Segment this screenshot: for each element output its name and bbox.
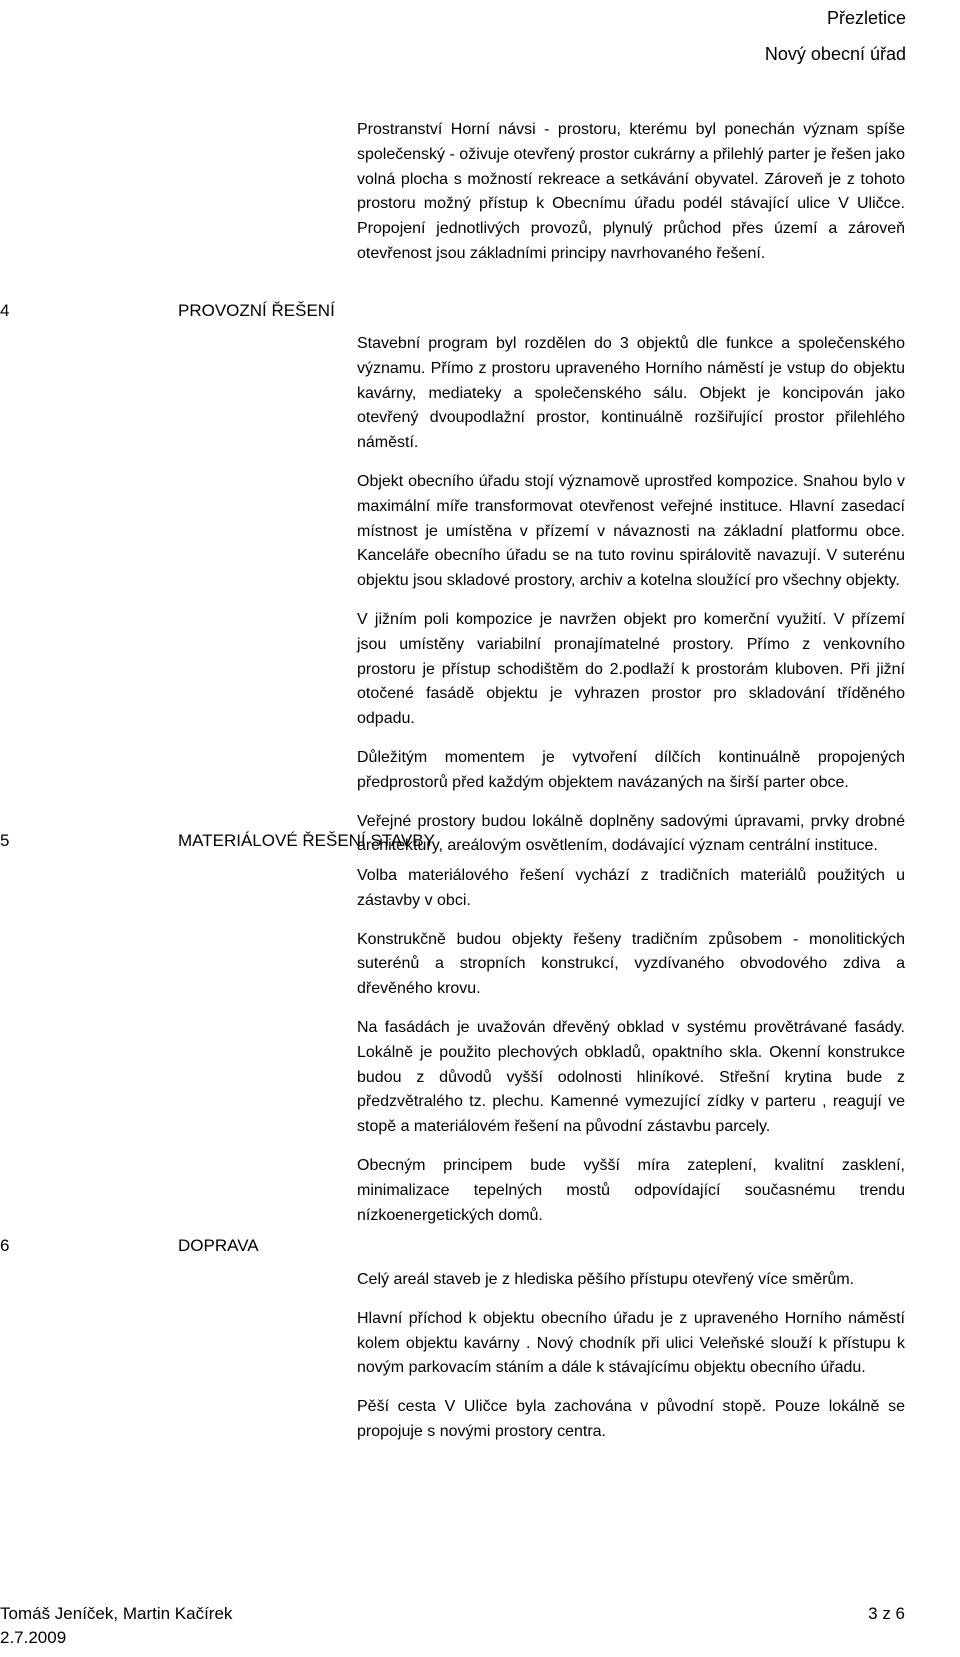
paragraph: Konstrukčně budou objekty řešeny tradičním způsobem - monolitických suterénů a stropních konstrukcí, vyzdívaného obvodového zdiva a dřevěného krovu. (357, 930, 905, 998)
paragraph: Veřejné prostory budou lokálně doplněny sadovými úpravami, prvky drobné architektury, areálovým osvětlením, dodávající význam centrální instituce. (357, 812, 905, 855)
section-title: MATERIÁLOVÉ ŘEŠENÍ STAVBY (178, 831, 435, 850)
paragraph: Důležitým momentem je vytvoření dílčích kontinuálně propojených předprostorů před každým objektem navázaných na širší parter obce. (357, 748, 905, 791)
section-body-5 (357, 864, 905, 1242)
paragraph: Na fasádách je uvažován dřevěný obklad v systému provětrávané fasády. Lokálně je použito plechových obkladů, opaktního skla. Okenní konstrukce budou z důvodů vyšší odolnosti hliníkové. Střešní krytina bude z předzvětralého tz. plechu. Kamenné vymezující zídky v parteru , reagují ve stopě a materiálovém řešení na původní zástavbu parcely. (357, 1018, 905, 1136)
section-number: 5 (0, 831, 10, 850)
section-title: PROVOZNÍ ŘEŠENÍ (178, 301, 335, 320)
paragraph: Pěší cesta V Uličce byla zachována v původní stopě. Pouze lokálně se propojuje s novými prostory centra. (357, 1398, 905, 1440)
paragraph: Obecným principem bude vyšší míra zateplení, kvalitní zasklení, minimalizace tepelných mostů odpovídající současnému trendu nízkoenergetických domů. (357, 1156, 905, 1224)
paragraph: Objekt obecního úřadu stojí významově uprostřed kompozice. Snahou bylo v maximální míře transformovat otevřenost veřejné instituce. Hlavní zasedací místnost je umístěna v přízemí v návaznosti na základní platformu obce. Kanceláře obecního úřadu se na tuto rovinu spirálovitě navazují. V suterénu objektu jsou skladové prostory, archiv a kotelna sloužící pro všechny objekty. (357, 472, 905, 590)
page-header (765, 0, 906, 72)
section-title: DOPRAVA (178, 1236, 259, 1255)
footer-date: 2.7.2009 (0, 1628, 67, 1647)
paragraph: Hlavní příchod k objektu obecního úřadu je z upraveného Horního náměstí kolem objektu kavárny . Nový chodník při ulici Veleňské slouží k přístupu k novým parkovacím stáním a dále k stávajícímu objektu obecního úřadu. (357, 1309, 905, 1377)
header-project: Nový obecní úřad (764, 44, 906, 64)
paragraph: Volba materiálového řešení vychází z tradičních materiálů použitých u zástavby v obci. (357, 867, 905, 909)
intro-text (357, 118, 905, 281)
section-number: 6 (0, 1236, 10, 1255)
page-number: 3 z 6 (868, 1604, 905, 1623)
section-number: 4 (0, 301, 10, 320)
paragraph: Celý areál staveb je z hlediska pěšího přístupu otevřený více směrům. (357, 1271, 855, 1288)
paragraph: Stavební program byl rozdělen do 3 objektů dle funkce a společenského významu. Přímo z prostoru upraveného Horního náměstí je vstup do objektu kavárny, mediateky a společenského sálu. Objekt je koncipován jako otevřený dvoupodlažní prostor, kontinuálně rozšiřující prostor přilehlého náměstí. (357, 335, 905, 452)
header-place: Přezletice (826, 8, 906, 28)
footer-authors: Tomáš Jeníček, Martin Kačírek (0, 1604, 233, 1623)
section-body-4 (357, 332, 905, 873)
paragraph: V jižním poli kompozice je navržen objekt pro komerční využití. V přízemí jsou umístěny variabilní pronajímatelné prostory. Přímo z venkovního prostoru je přístup schodištěm do 2.podlaží k prostorám kluboven. Při jižní otočené fasádě objektu je vyhrazen prostor pro skladování tříděného odpadu. (357, 610, 905, 728)
paragraph: Prostranství Horní návsi - prostoru, kterému byl ponechán význam spíše společenský - oživuje otevřený prostor cukrárny a přilehlý parter je řešen jako volná plocha s možností rekreace a setkávání obyvatel. Zároveň je z tohoto prostoru možný přístup k Obecnímu úřadu podél stávající ulice V Uličce. Propojení jednotlivých provozů, plynulý průchod přes území a zároveň otevřenost jsou základními principy navrhovaného řešení. (357, 121, 905, 262)
section-body-6 (357, 1268, 905, 1459)
